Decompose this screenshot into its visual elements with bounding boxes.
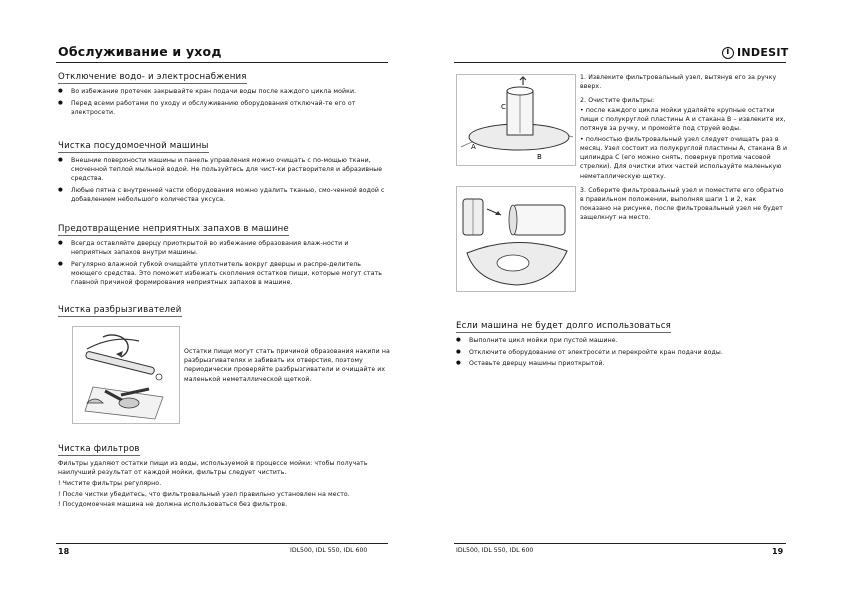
footer-rule xyxy=(454,543,786,544)
header-rule xyxy=(454,62,786,63)
section-title-water: Отключение водо- и электроснабжения xyxy=(58,72,247,82)
section-title-long-absence: Если машина не будет долго использоваться xyxy=(456,321,672,331)
section-title-odours: Предотвращение неприятных запахов в машине xyxy=(58,224,289,234)
figure-label-c: C xyxy=(501,103,506,111)
long-absence-list xyxy=(456,336,788,371)
page-title: Обслуживание и уход xyxy=(58,44,222,59)
filter-assembly-illustration xyxy=(456,74,576,166)
water-list xyxy=(58,87,390,120)
step-2-sub: • после каждого цикла мойки удаляйте крупные остатки пищи с полукруглой пластины A и стакана B – извлеките их, потянув за ручку, и промойте под струей воды. xyxy=(580,106,786,133)
paragraph: ! После чистки убедитесь, что фильтровальный узел правильно установлен на место. xyxy=(58,490,350,498)
step-3: 3. Соберите фильтровальный узел и поместите его обратно в правильном положении, выполняя шаги 1 и 2, как показано на рисунке, после фильтровальный узел не будет защелкнут на место. xyxy=(580,186,784,222)
paragraph: Фильтры удаляют остатки пищи из воды, используемой в процессе мойки: чтобы получать наилучший результат от каждой мойки, фильтры следует чистить. xyxy=(58,460,368,477)
footer-rule xyxy=(56,543,388,544)
filter-steps xyxy=(580,73,788,228)
figure-label-a: A xyxy=(471,143,476,151)
cleaning-list xyxy=(58,156,390,207)
step-1: 1. Извлеките фильтровальный узел, вытянув его за ручку вверх. xyxy=(580,74,777,91)
list-item: ● Выполните цикл мойки при пустой машине. xyxy=(456,336,788,345)
section-title-cleaning: Чистка посудомоечной машины xyxy=(58,141,209,151)
list-item: ● Перед всеми работами по уходу и обслуживанию оборудования отключай-те его от электросети. xyxy=(58,99,390,117)
header-rule xyxy=(56,62,388,63)
odours-list xyxy=(58,239,390,290)
list-item: ● Всегда оставляйте дверцу приоткрытой во избежание образования влаж-ности и неприятных запахов внутри машины. xyxy=(58,239,390,257)
indesit-logo xyxy=(722,46,789,59)
sprayer-drawing xyxy=(73,327,179,423)
list-item: ● Любые пятна с внутренней части оборудования можно удалить тканью, смо-ченной водой с добавлением небольшого количества уксуса. xyxy=(58,186,390,204)
list-item: ● Внешние поверхности машины и панель управления можно очищать с по-мощью ткани, смоченной теплой мыльной водой. Не пользуйтесь для чист-ки растворителя и абразивные средства. xyxy=(58,156,390,184)
right-page xyxy=(420,0,841,595)
sprayer-illustration xyxy=(72,326,180,424)
logo-mark-icon: i xyxy=(722,47,734,59)
logo-text: INDESIT xyxy=(737,46,789,59)
figure-label-b: B xyxy=(537,153,542,161)
sprayers-text: Остатки пищи могут стать причиной образования накипи на разбрызгивателях и забивать их отверстия, поэтому периодически проверяйте разбрызгиватели и очищайте их маленькой неметаллической щеткой. xyxy=(184,348,390,383)
filter-assembly-drawing xyxy=(457,75,575,165)
left-page xyxy=(0,0,420,595)
page-number: 19 xyxy=(772,547,784,556)
section-title-filters: Чистка фильтров xyxy=(58,444,140,454)
list-item: ● Оставьте дверцу машины приоткрытой. xyxy=(456,359,788,368)
filters-text xyxy=(58,459,390,511)
filter-parts-drawing xyxy=(457,187,575,291)
model-label: IDL500, IDL 550, IDL 600 xyxy=(290,547,368,554)
step-2-sub: • полностью фильтровальный узел следует очищать раз в месяц. Узел состоит из полукруглой пластины A, стакана B и цилиндра C (его можно снять, повернув против часовой стрелки). Для очистки этих частей используйте маленькую неметаллическую щетку. xyxy=(580,135,788,180)
list-item: ● Во избежание протечек закрывайте кран подачи воды после каждого цикла мойки. xyxy=(58,87,390,96)
model-label: IDL500, IDL 550, IDL 600 xyxy=(456,547,534,554)
list-item: ● Отключите оборудование от электросети и перекройте кран подачи воды. xyxy=(456,348,788,357)
paragraph: ! Чистите фильтры регулярно. xyxy=(58,479,162,487)
filter-parts-illustration xyxy=(456,186,576,292)
step-2: 2. Очистите фильтры: • после каждого цикла мойки удаляйте крупные остатки пищи с полукруглой пластины A и стакана B – извлеките их, потянув за ручку, и промойте под струей воды. • полностью фильтровальный узел следует очищать раз в месяц. Узел состоит из полукруглой пластины A, стакана B и цилиндра C (его можно снять, повернув против часовой стрелки). Для очистки этих частей используйте маленькую неметаллическую щетку. xyxy=(580,97,788,180)
list-item: ● Регулярно влажной губкой очищайте уплотнитель вокруг дверцы и распре-делитель моющего средства. Это поможет избежать скопления остатков пищи, которые могут стать главной причиной формирования неприятных запахов в машине. xyxy=(58,260,390,288)
paragraph: ! Посудомоечная машина не должна использоваться без фильтров. xyxy=(58,501,288,509)
page-number: 18 xyxy=(58,547,70,556)
section-title-sprayers: Чистка разбрызгивателей xyxy=(58,305,182,315)
